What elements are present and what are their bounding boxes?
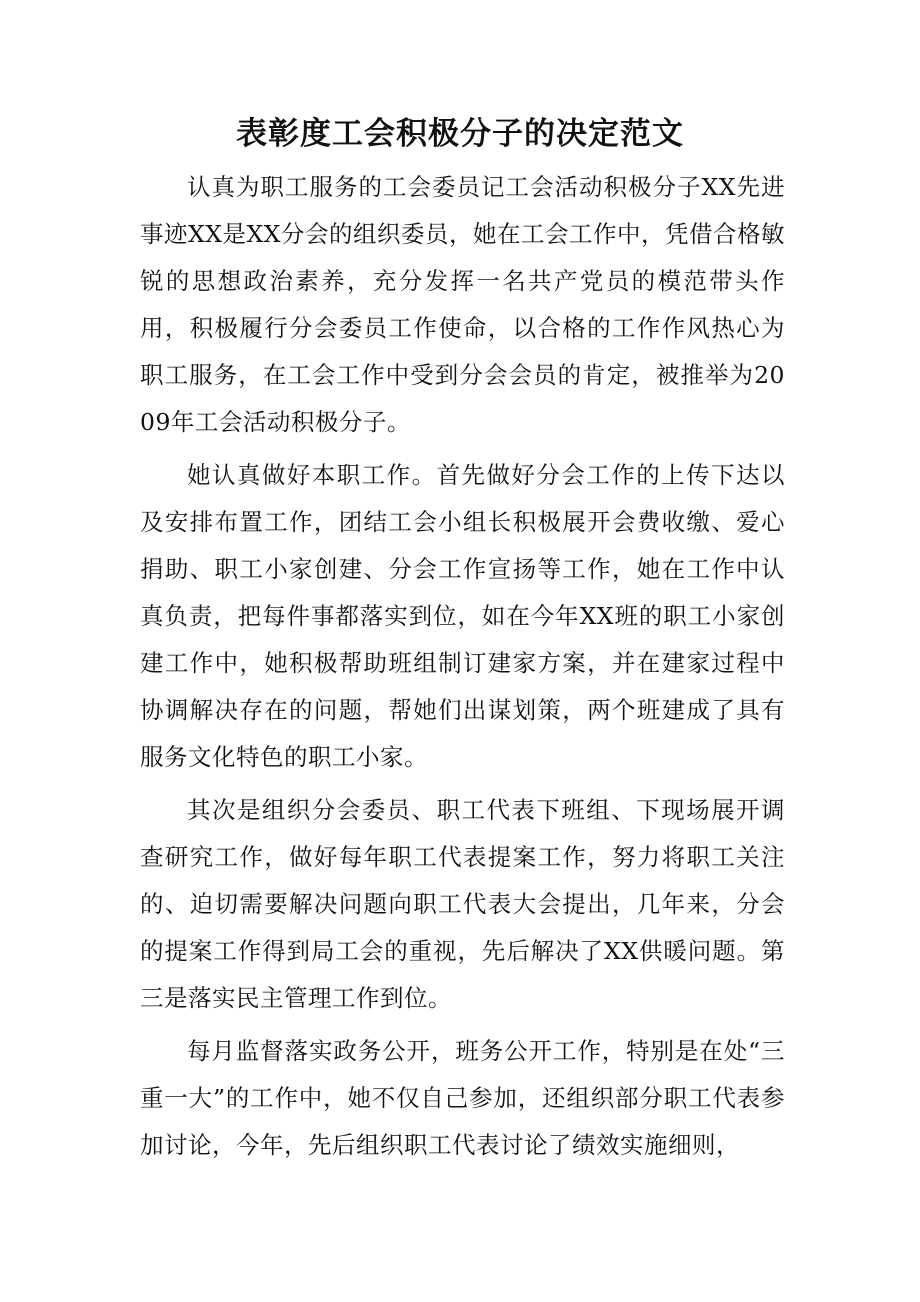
paragraph-1: 认真为职工服务的工会委员记工会活动积极分子XX先进事迹XX是XX分会的组织委员，她在工会工作中，凭借合格敏锐的思想政治素养，充分发挥一名共产党员的模范带头作用，积极履行分会委员工作使命，以合格的工作作风热心为职工服务，在工会工作中受到分会会员的肯定，被推举为2009年工会活动积极分子。 xyxy=(140,173,785,436)
paragraph-2: 她认真做好本职工作。首先做好分会工作的上传下达以及安排布置工作，团结工会小组长积极展开会费收缴、爱心捐助、职工小家创建、分会工作宣扬等工作，她在工作中认真负责，把每件事都落实到位，如在今年XX班的职工小家创建工作中，她积极帮助班组制订建家方案，并在建家过程中协调解决存在的问题，帮她们出谋划策，两个班建成了具有服务文化特色的职工小家。 xyxy=(140,461,785,771)
document-body xyxy=(140,164,785,1175)
document-title: 表彰度工会积极分子的决定范文 xyxy=(236,116,684,152)
paragraph-4: 每月监督落实政务公开，班务公开工作，特别是在处“三重一大”的工作中，她不仅自己参加，还组织部分职工代表参加讨论，今年，先后组织职工代表讨论了绩效实施细则， xyxy=(140,1037,785,1159)
paragraph-3: 其次是组织分会委员、职工代表下班组、下现场展开调查研究工作，做好每年职工代表提案工作，努力将职工关注的、迫切需要解决问题向职工代表大会提出，几年来，分会的提案工作得到局工会的重视，先后解决了XX供暖问题。第三是落实民主管理工作到位。 xyxy=(140,796,785,1012)
